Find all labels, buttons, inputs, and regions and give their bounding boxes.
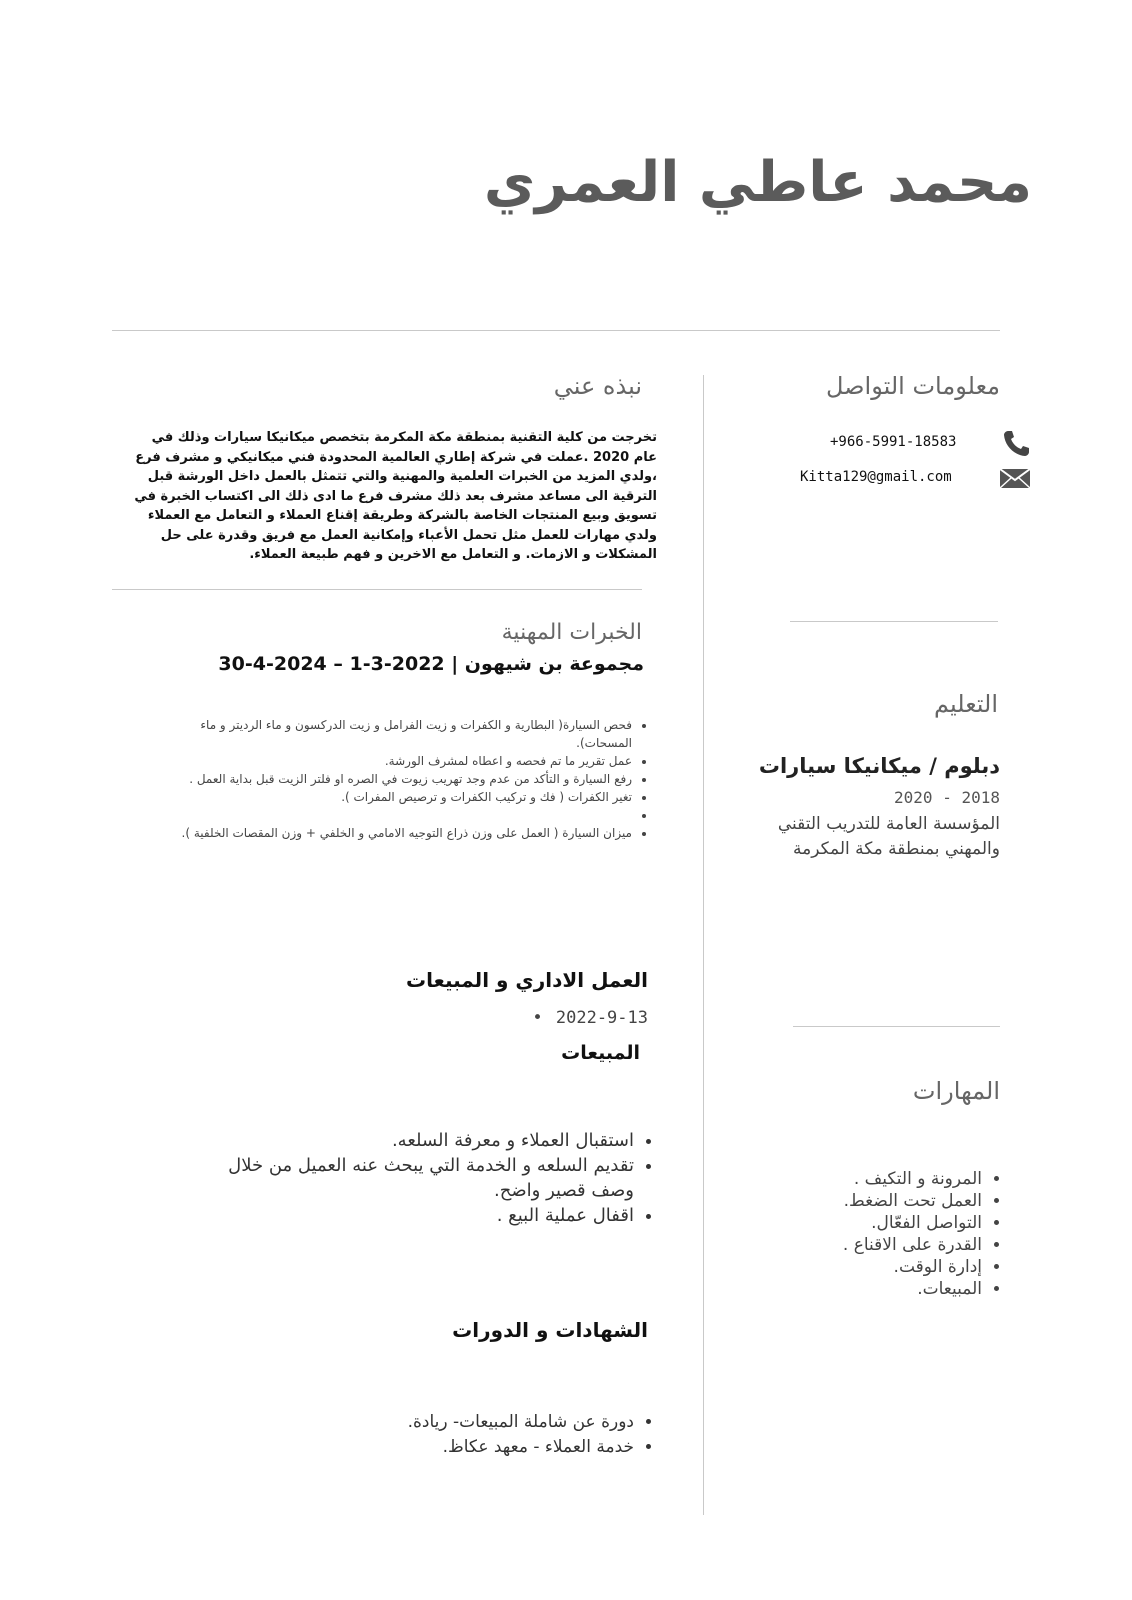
candidate-name: محمد عاطي العمري (483, 150, 1032, 215)
task-item: • رفع السيارة و التأكد من عدم وجد تهريب زيوت في الصره او فلتر الزيت قبل بداية العمل . (162, 770, 632, 788)
skills-title: المهارات (912, 1077, 1000, 1105)
skill-item: • المبيعات. (722, 1278, 982, 1300)
contact-divider (790, 621, 998, 622)
education-institution-line2: والمهني بمنطقة مكة المكرمة (793, 839, 1000, 859)
skill-item: • التواصل الفعّال. (722, 1212, 982, 1234)
contact-title: معلومات التواصل (825, 372, 1000, 400)
skill-item: • إدارة الوقت. (722, 1256, 982, 1278)
skills-list (722, 1168, 1002, 1300)
phone-row (802, 428, 1032, 460)
job1-tasks (162, 716, 652, 842)
task-item: • اقفال عملية البيع . (194, 1203, 634, 1228)
job1-heading: مجموعة بن شيهون | 2022-3-1 – 2024-4-30 (218, 653, 644, 675)
education-title: التعليم (934, 690, 998, 718)
skill-item: • العمل تحت الضغط. (722, 1190, 982, 1212)
header-divider (112, 330, 1000, 331)
certificates-list (194, 1410, 654, 1460)
email-row (802, 463, 1032, 495)
certificates-title: الشهادات و الدورات (452, 1318, 648, 1342)
task-item: • عمل تقرير ما تم فحصه و اعطاه لمشرف الورشة. (162, 752, 632, 770)
education-divider (793, 1026, 1000, 1027)
about-divider (112, 589, 642, 590)
skill-item: • المرونة و التكيف . (722, 1168, 982, 1190)
email-address[interactable]: Kitta129@gmail.com (800, 469, 952, 485)
education-years: 2020 - 2018 (894, 788, 1000, 807)
task-item: • ميزان السيارة ( العمل على وزن ذراع التوجيه الامامي و الخلفي + وزن المقصات الخلفية ). (162, 824, 632, 842)
task-item: • فحص السيارة( البطارية و الكفرات و زيت الفرامل و زيت الدركسون و ماء الرديتر و ماء المسحات). (162, 716, 632, 752)
task-item: • تغير الكفرات ( فك و تركيب الكفرات و ترصيص المفرات ). (162, 788, 632, 806)
task-item: • استقبال العملاء و معرفة السلعه. (194, 1128, 634, 1153)
envelope-icon (998, 463, 1032, 493)
certificate-item: • دورة عن شاملة المبيعات- ريادة. (194, 1410, 634, 1435)
skill-item: • القدرة على الاقناع . (722, 1234, 982, 1256)
task-item-empty (162, 806, 632, 820)
job2-heading: العمل الاداري و المبيعات (406, 968, 648, 992)
education-institution-line1: المؤسسة العامة للتدريب التقني (777, 814, 1000, 834)
job2-tasks (194, 1128, 654, 1228)
task-item: • تقديم السلعه و الخدمة التي يبحث عنه العميل من خلال وصف قصير واضح. (194, 1153, 634, 1203)
experience-title: الخبرات المهنية (501, 620, 642, 645)
education-degree: دبلوم / ميكانيكا سيارات (758, 754, 1000, 778)
bullet-dot: • (532, 1008, 543, 1028)
about-text: تخرجت من كلية التقنية بمنطقة مكة المكرمة بتخصص ميكانيكا سيارات وذلك في عام 2020 .عملت في شركة إطاري العالمية المحدودة فني ميكانيكي و مشرف فرع ،ولدي المزيد من الخبرات العلمية والمهنية والتي تتمثل بالعمل داخل الورشة قبل الترقية الى مساعد مشرف بعد ذلك مشرف فرع ما ادى ذلك الى اكتساب الخبرة في تسويق وبيع المنتجات الخاصة بالشركة وطريقة إقناع العملاء و التعامل مع العملاء ولدي مهارات للعمل مثل تحمل الأعباء وإمكانية العمل مع فريق وقدرة على حل المشكلات و الازمات. و التعامل مع الاخرين و فهم طبيعة العملاء. (134, 430, 657, 562)
job2-date-row (532, 1008, 648, 1028)
job2-date: 2022-9-13 (555, 1008, 648, 1028)
phone-icon (998, 428, 1032, 458)
column-divider (703, 375, 704, 1515)
job2-subheading: المبيعات (561, 1042, 640, 1064)
certificate-item: • خدمة العملاء - معهد عكاظ. (194, 1435, 634, 1460)
phone-number[interactable]: +966-5991-18583 (830, 434, 957, 450)
about-title: نبذه عني (553, 372, 642, 400)
